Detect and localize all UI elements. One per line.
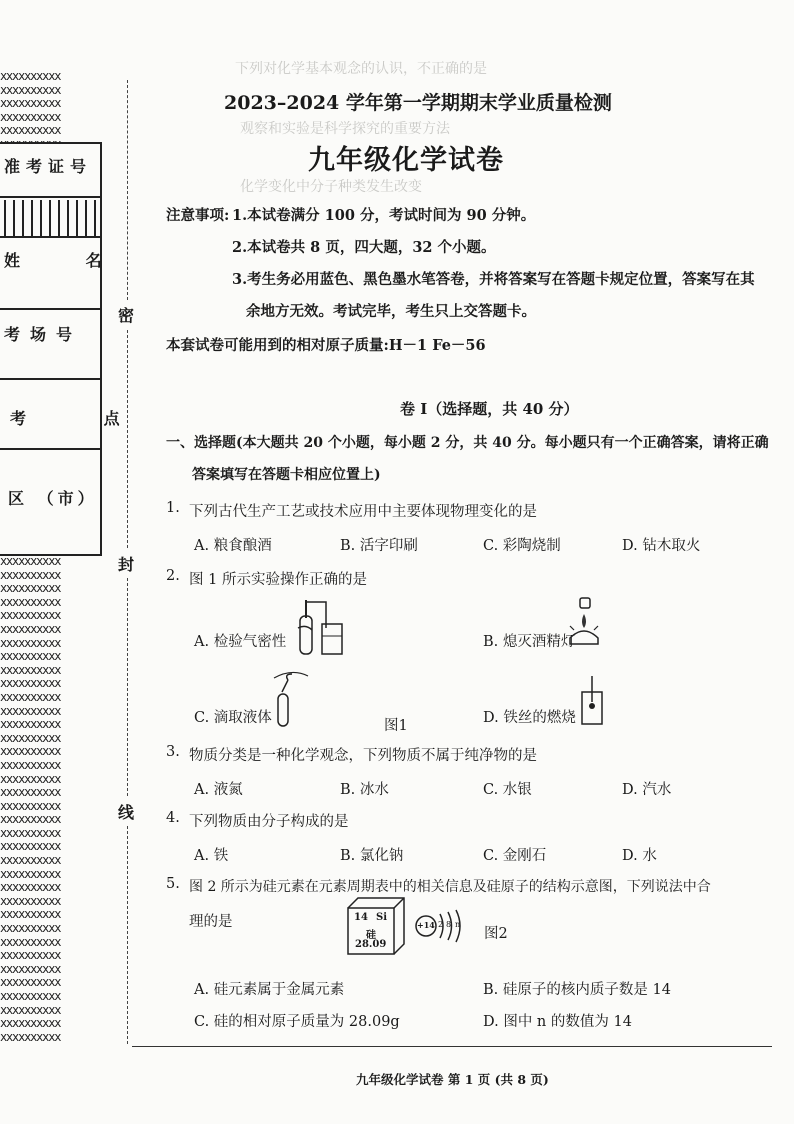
q3-number: 3.: [166, 744, 180, 760]
x-pattern-bottom: xxxxxxxxxx xxxxxxxxxx xxxxxxxxxx xxxxxxxxxx xxxxxxxxxx xxxxxxxxxx xxxxxxxxxx xxxxxxxxxx xxxxxxxxxx xxxxxxxxxx xxxxxxxxxx xxxxxxxxxx xxxxxxxxxx xxxxxxxxxx xxxxxxxxxx xxxxxxxxxx xxxxxxxxxx xxxxxxxxxx xxxxxxxxxx xxxxxxxxxx xxxxxxxxxx xxxxxxxxxx xxxxxxxxxx xxxxxxxxxx xxxxxxxxxx xxxxxxxxxx xxxxxxxxxx xxxxxxxxxx xxxxxxxxxx xxxxxxxxxx xxxxxxxxxx xxxxxxxxxx xxxxxxxxxx xxxxxxxxxx xxxxxxxxxx xxxxxxxxxx: [0, 555, 61, 1044]
room-field: [0, 308, 102, 380]
q1-option-d: D. 钻木取火: [622, 538, 701, 554]
site-label: 考 点: [10, 409, 156, 428]
q1-option-c: C. 彩陶烧制: [483, 538, 561, 554]
note-2: 2.本试卷共 8 页，四大题，32 个小题。: [232, 239, 496, 256]
atomic-mass-note: 本套试卷可能用到的相对原子质量:H－1 Fe－56: [166, 337, 486, 354]
binding-margin: [0, 62, 156, 1047]
seal-line-2: [127, 330, 128, 548]
seal-char-feng: 封: [118, 555, 135, 574]
exam-subject: 九年级化学试卷: [308, 145, 504, 176]
q4-stem: 下列物质由分子构成的是: [189, 814, 349, 830]
q5-option-d: D. 图中 n 的数值为 14: [483, 1014, 632, 1030]
q3-option-b: B. 冰水: [340, 782, 389, 798]
seal-line-4: [127, 826, 128, 1044]
x-pattern-top: xxxxxxxxxx xxxxxxxxxx xxxxxxxxxx xxxxxxxxxx xxxxxxxxxx: [0, 70, 61, 138]
q4-option-c: C. 金刚石: [483, 848, 547, 864]
district-field: [0, 448, 102, 556]
q4-option-b: B. 氯化钠: [340, 848, 404, 864]
note-1: 1.本试卷满分 100 分，考试时间为 90 分钟。: [232, 207, 536, 224]
note-3: 3.考生务必用蓝色、黑色墨水笔答卷，并将答案写在答题卡规定位置，答案写在其: [232, 271, 755, 288]
q4-option-d: D. 水: [622, 848, 657, 864]
atom-shell-3: n: [455, 920, 461, 929]
section1-instructions-1: 一、选择题(本大题共 20 个小题，每小题 2 分，共 40 分。每小题只有一个正确答案，请将正确: [166, 435, 769, 451]
room-label: 考场号: [4, 325, 83, 344]
note-4: 余地方无效。考试完毕，考生只上交答题卡。: [246, 303, 536, 320]
q2-option-d: D. 铁丝的燃烧: [483, 710, 576, 726]
atom-shell-2: 8: [446, 920, 452, 929]
q1-number: 1.: [166, 500, 180, 516]
element-mass: 28.09: [355, 939, 387, 950]
bleed-text-1: 下列对化学基本观念的认识，不正确的是: [235, 61, 487, 77]
q4-number: 4.: [166, 810, 180, 826]
iron-wire-combustion-icon: [578, 676, 606, 726]
q3-option-d: D. 汽水: [622, 782, 672, 798]
q5-option-b: B. 硅原子的核内质子数是 14: [483, 982, 671, 998]
atom-shell-1: 2: [438, 920, 444, 929]
atom-nucleus: +14: [417, 920, 435, 930]
q5-option-c: C. 硅的相对原子质量为 28.09g: [194, 1014, 400, 1030]
seal-char-xian: 线: [118, 803, 135, 822]
seal-line-1: [127, 80, 128, 300]
q1-stem: 下列古代生产工艺或技术应用中主要体现物理变化的是: [189, 504, 537, 520]
footer-rule: [132, 1046, 772, 1047]
exam-id-label: 准考证号: [4, 157, 93, 176]
name-label: 姓 名: [4, 251, 132, 270]
figure-2-label: 图2: [484, 926, 508, 942]
q4-option-a: A. 铁: [194, 848, 229, 864]
name-field: [0, 236, 132, 310]
figure-1-label: 图1: [384, 718, 408, 734]
section1-instructions-2: 答案填写在答题卡相应位置上): [192, 467, 381, 483]
alcohol-lamp-icon: [566, 596, 602, 648]
q1-option-b: B. 活字印刷: [340, 538, 418, 554]
q3-stem: 物质分类是一种化学观念，下列物质不属于纯净物的是: [189, 748, 537, 764]
q1-option-a: A. 粮食酿酒: [194, 538, 272, 554]
page-footer: 九年级化学试卷 第 1 页 (共 8 页): [356, 1072, 549, 1087]
q5-stem-cont: 理的是: [189, 914, 233, 930]
q2-number: 2.: [166, 568, 180, 584]
q2-option-b: B. 熄灭酒精灯: [483, 634, 576, 650]
seal-line-3: [127, 578, 128, 796]
seal-char-mi: 密: [118, 306, 135, 325]
part1-title: 卷 Ⅰ（选择题，共 40 分）: [400, 400, 579, 418]
q2-option-a: A. 检验气密性: [194, 634, 287, 650]
element-number: 14: [354, 912, 368, 923]
q5-number: 5.: [166, 876, 180, 892]
bleed-text-3: 化学变化中分子种类发生改变: [240, 179, 422, 195]
q2-option-c: C. 滴取液体: [194, 710, 272, 726]
district-label: 区 （市）: [8, 489, 98, 508]
exam-title: 2023–2024 学年第一学期期末学业质量检测: [224, 92, 612, 114]
element-symbol: Si: [376, 912, 388, 923]
notes-label: 注意事项:: [166, 207, 230, 224]
q5-option-a: A. 硅元素属于金属元素: [194, 982, 345, 998]
site-field: [0, 378, 156, 450]
exam-id-field: [0, 142, 102, 198]
q5-stem: 图 2 所示为硅元素在元素周期表中的相关信息及硅原子的结构示意图，下列说法中合: [189, 879, 711, 895]
bleed-text-2: 观察和实验是科学探究的重要方法: [240, 121, 450, 137]
element-name: 硅: [366, 930, 376, 941]
q2-stem: 图 1 所示实验操作正确的是: [189, 572, 367, 588]
exam-id-boxes: [0, 196, 102, 238]
q3-option-c: C. 水银: [483, 782, 532, 798]
q3-option-a: A. 液氮: [194, 782, 243, 798]
airtightness-apparatus-icon: [296, 598, 348, 656]
exam-id-digit-boxes: [4, 200, 96, 236]
dropper-tube-icon: [272, 670, 312, 728]
